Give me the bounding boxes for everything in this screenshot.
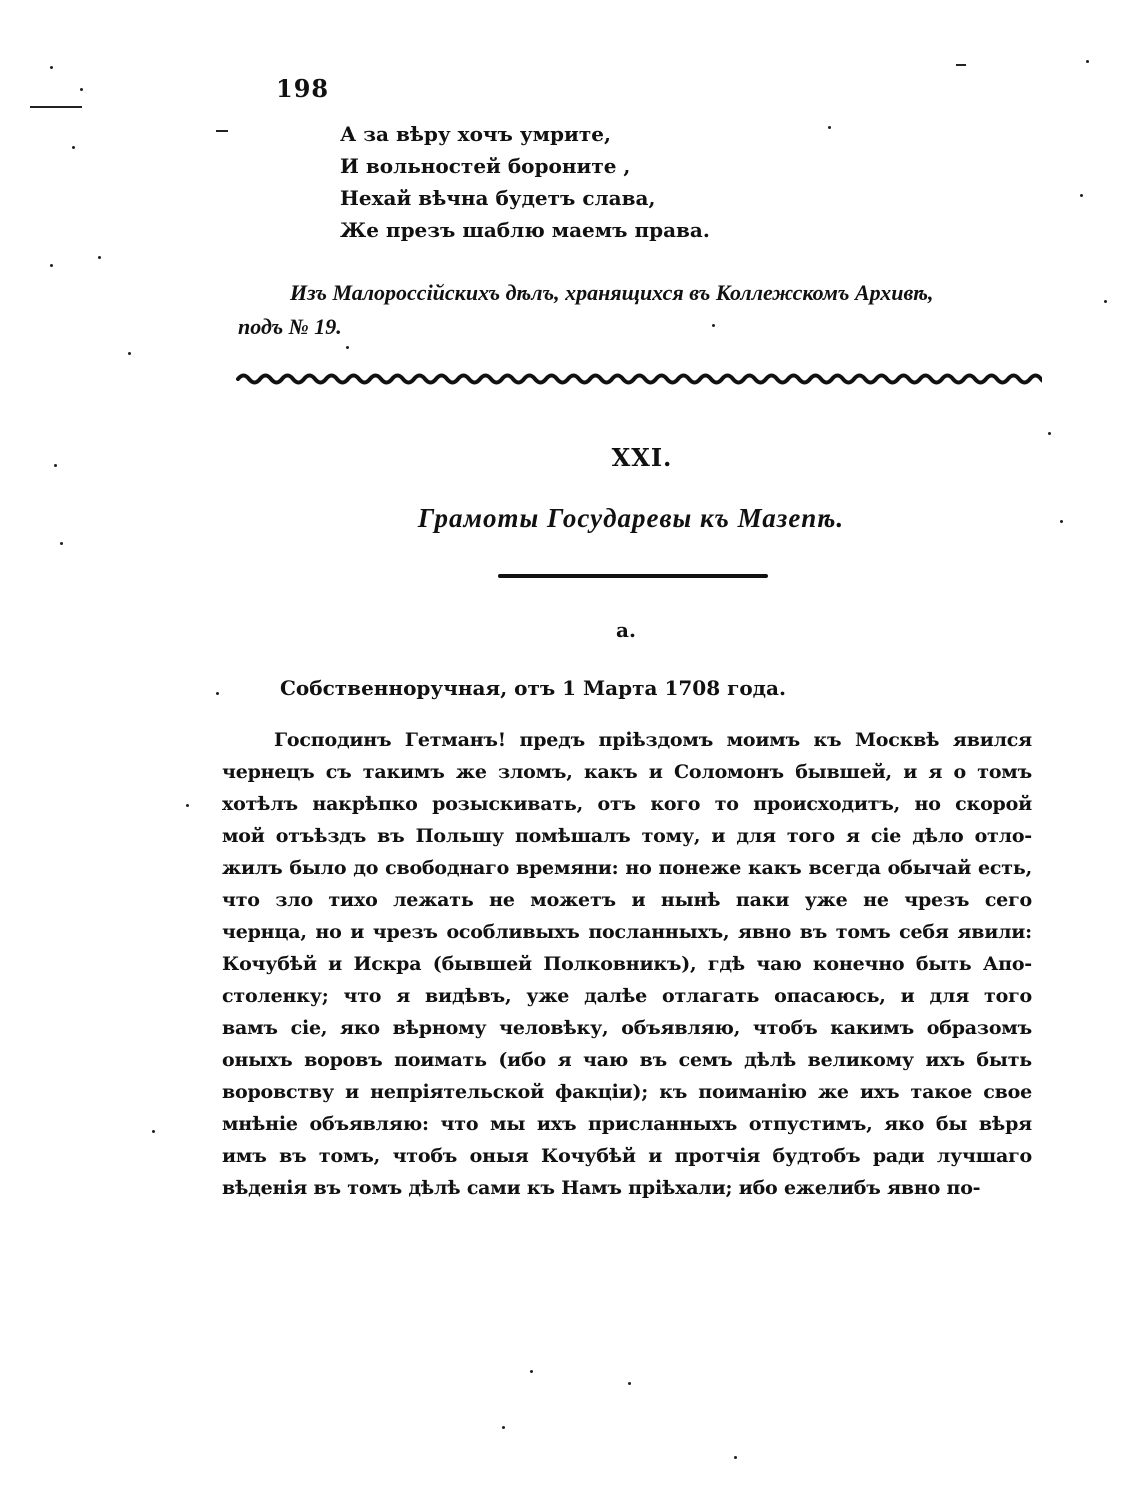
- body-line: воровству и непріятельской факціи); къ поиманію же ихъ такое свое: [222, 1081, 1032, 1103]
- verse-line: Же презъ шаблю маемъ права.: [340, 218, 710, 242]
- scan-mark: [1060, 520, 1063, 523]
- scan-mark: [1080, 194, 1083, 197]
- verse-line: А за вѣру хочъ умрите,: [340, 122, 611, 146]
- verse-line: И вольностей бороните ,: [340, 154, 631, 178]
- scan-mark: [60, 542, 63, 545]
- scan-mark: [530, 1370, 533, 1373]
- document-heading: Собственноручная, отъ 1 Марта 1708 года.: [280, 676, 786, 700]
- verse-line: Нехай вѣчна будетъ слава,: [340, 186, 656, 210]
- scan-mark: [30, 106, 82, 108]
- scan-mark: [152, 1130, 155, 1133]
- body-line: чернецъ съ такимъ же зломъ, какъ и Соломонъ бывшей, и я о томъ: [222, 761, 1032, 783]
- body-line: Господинъ Гетманъ! предъ пріѣздомъ моимъ къ Москвѣ явился: [274, 729, 1032, 751]
- body-line: вамъ сіе, яко вѣрному человѣку, объявляю, чтобъ какимъ образомъ: [222, 1017, 1032, 1039]
- source-note-line: Изъ Малороссійскихъ дѣлъ, хранящихся въ Коллежскомъ Архивѣ,: [290, 280, 934, 305]
- body-line: жилъ было до свободнаго времяни: но понеже какъ всегда обычай есть,: [222, 857, 1032, 879]
- scan-mark: [216, 130, 228, 132]
- page-number: 198: [276, 74, 330, 103]
- scan-mark: [1104, 300, 1107, 303]
- wavy-divider: [236, 368, 1042, 390]
- scan-mark: [54, 464, 57, 467]
- body-line: вѣденія въ томъ дѣлѣ сами къ Намъ пріѣхали; ибо ежелибъ явно по-: [222, 1177, 981, 1199]
- scan-mark: [72, 146, 75, 149]
- scan-mark: [956, 64, 966, 66]
- body-line: Кочубѣй и Искра (бывшей Полковникъ), гдѣ чаю конечно быть Апо-: [222, 953, 1032, 975]
- body-line: что зло тихо лежать не можетъ и нынѣ паки уже не чрезъ сего: [222, 889, 1032, 911]
- scan-mark: [346, 346, 349, 349]
- scan-mark: [50, 66, 53, 69]
- scan-mark: [712, 324, 715, 327]
- title-rule: [498, 574, 768, 578]
- scan-mark: [1086, 60, 1089, 63]
- source-note-line: подъ № 19.: [238, 314, 342, 339]
- scan-mark: [828, 126, 831, 129]
- body-text: [222, 724, 1032, 1204]
- scan-mark: [1048, 432, 1051, 435]
- scan-mark: [50, 264, 53, 267]
- body-line: мой отъѣздъ въ Польшу помѣшалъ тому, и для того я сіе дѣло отло-: [222, 825, 1032, 847]
- verse-stanza: [340, 118, 710, 246]
- body-line: чернца, но и чрезъ особливыхъ посланныхъ, явно въ томъ себя явили:: [222, 921, 1032, 943]
- scan-mark: [502, 1426, 505, 1429]
- scan-mark: [80, 88, 83, 91]
- section-title: Грамоты Государевы къ Мазепѣ.: [417, 503, 845, 533]
- scan-mark: [734, 1456, 737, 1459]
- section-number: XXI.: [611, 443, 673, 472]
- scan-mark: [186, 804, 189, 807]
- body-line: мнѣніе объявляю: что мы ихъ присланныхъ отпустимъ, яко бы вѣря: [222, 1113, 1032, 1135]
- body-line: столенку; что я видѣвъ, уже далѣе отлагать опасаюсь, и для того: [222, 985, 1032, 1007]
- scan-mark: [216, 692, 219, 695]
- scan-mark: [128, 352, 131, 355]
- body-line: хотѣлъ накрѣпко розыскивать, отъ кого то происходитъ, но скорой: [222, 793, 1032, 815]
- scan-mark: [98, 256, 101, 259]
- body-line: оныхъ воровъ поимать (ибо я чаю въ семъ дѣлѣ великому ихъ быть: [222, 1049, 1032, 1071]
- subsection-letter: а.: [616, 618, 636, 642]
- source-note: [238, 276, 1048, 344]
- scan-mark: [628, 1382, 631, 1385]
- body-line: имъ въ томъ, чтобъ оныя Кочубѣй и протчія будтобъ ради лучшаго: [222, 1145, 1032, 1167]
